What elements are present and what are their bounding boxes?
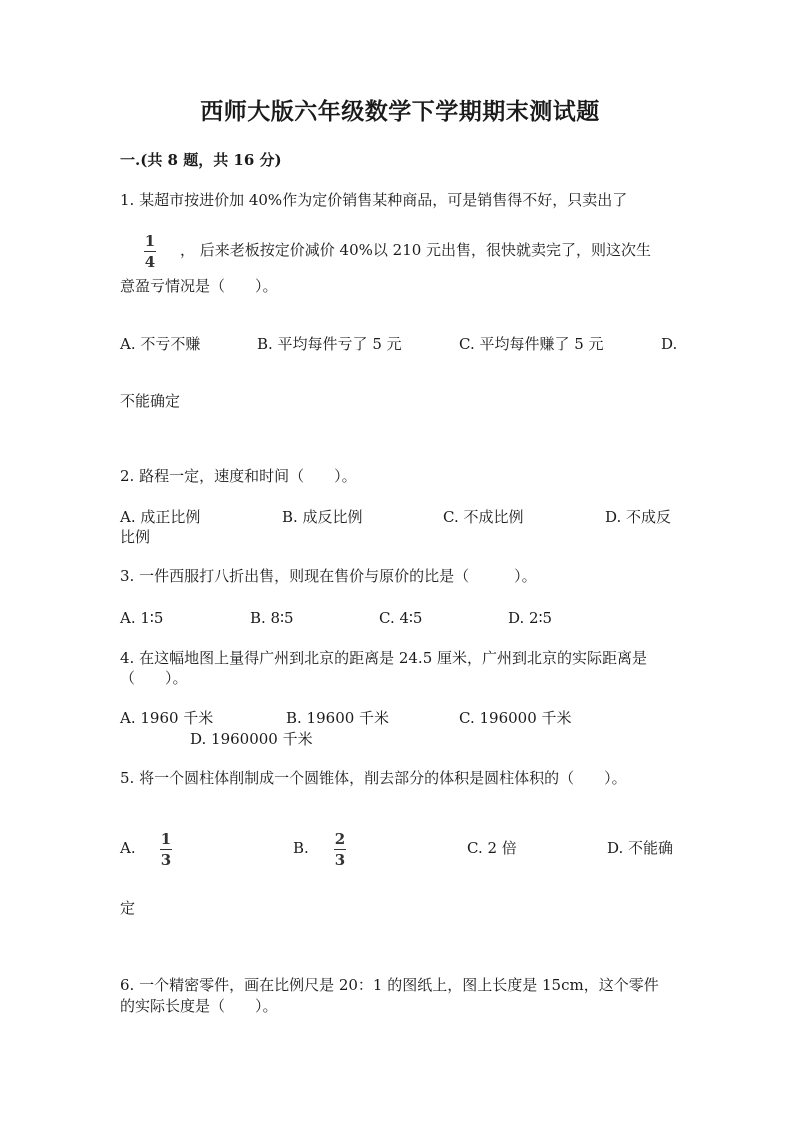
q1-stem-line1: 1. 某超市按进价加 40%作为定价销售某种商品，可是销售得不好，只卖出了 bbox=[120, 191, 628, 209]
q5-option-b-fraction[interactable] bbox=[334, 830, 346, 869]
q5-b-denominator: 3 bbox=[334, 851, 346, 869]
q1-stem-line3: 意盈亏情况是（ ）。 bbox=[120, 277, 278, 295]
q2-stem: 2. 路程一定，速度和时间（ ）。 bbox=[120, 467, 357, 485]
q5-stem: 5. 将一个圆柱体削制成一个圆锥体，削去部分的体积是圆柱体积的（ ）。 bbox=[120, 769, 627, 787]
q2-option-a[interactable]: A. 成正比例 bbox=[120, 508, 201, 526]
q4-stem-line2: （ ）。 bbox=[120, 669, 188, 687]
q5-option-d[interactable]: D. 不能确 bbox=[607, 839, 674, 857]
q1-fraction-numerator: 1 bbox=[144, 232, 156, 250]
q1-option-a[interactable]: A. 不亏不赚 bbox=[120, 335, 201, 353]
q4-stem-line1: 4. 在这幅地图上量得广州到北京的距离是 24.5 厘米，广州到北京的实际距离是 bbox=[120, 649, 648, 667]
q4-option-a[interactable]: A. 1960 千米 bbox=[120, 709, 214, 727]
q1-option-d[interactable]: D. bbox=[661, 335, 678, 353]
q5-a-numerator: 1 bbox=[160, 830, 172, 848]
q4-option-d[interactable]: D. 1960000 千米 bbox=[190, 730, 313, 748]
fraction-bar bbox=[144, 251, 156, 252]
q2-option-c[interactable]: C. 不成比例 bbox=[443, 508, 524, 526]
q5-b-numerator: 2 bbox=[334, 830, 346, 848]
q5-option-b-label[interactable]: B. bbox=[293, 839, 309, 857]
q3-option-b[interactable]: B. 8∶5 bbox=[250, 609, 294, 627]
q4-option-c[interactable]: C. 196000 千米 bbox=[459, 709, 572, 727]
q6-stem-line1: 6. 一个精密零件，画在比例尺是 20：1 的图纸上，图上长度是 15cm，这个零件 bbox=[120, 976, 659, 994]
page-title: 西师大版六年级数学下学期期末测试题 bbox=[200, 98, 600, 125]
q1-fraction bbox=[144, 232, 156, 271]
section-heading: 一.(共 8 题，共 16 分) bbox=[120, 151, 282, 169]
q4-option-b[interactable]: B. 19600 千米 bbox=[286, 709, 390, 727]
q2-option-d[interactable]: D. 不成反 bbox=[605, 508, 672, 526]
q2-option-b[interactable]: B. 成反比例 bbox=[282, 508, 363, 526]
q1-option-b[interactable]: B. 平均每件亏了 5 元 bbox=[257, 335, 402, 353]
q6-stem-line2: 的实际长度是（ ）。 bbox=[120, 997, 278, 1015]
fraction-bar bbox=[160, 849, 172, 850]
q1-fraction-denominator: 4 bbox=[144, 253, 156, 271]
q3-option-a[interactable]: A. 1∶5 bbox=[120, 609, 164, 627]
q1-stem-line2: ， 后来老板按定价减价 40%以 210 元出售，很快就卖完了，则这次生 bbox=[180, 241, 652, 259]
q3-stem: 3. 一件西服打八折出售，则现在售价与原价的比是（ ）。 bbox=[120, 567, 537, 585]
fraction-bar bbox=[334, 849, 346, 850]
q1-option-c[interactable]: C. 平均每件赚了 5 元 bbox=[459, 335, 604, 353]
q5-option-c[interactable]: C. 2 倍 bbox=[467, 839, 517, 857]
q2-option-d-cont: 比例 bbox=[120, 528, 151, 546]
q5-a-denominator: 3 bbox=[160, 851, 172, 869]
q5-option-a-fraction[interactable] bbox=[160, 830, 172, 869]
q1-option-d-cont: 不能确定 bbox=[120, 392, 181, 410]
q3-option-d[interactable]: D. 2∶5 bbox=[508, 609, 553, 627]
q5-option-a-label[interactable]: A. bbox=[120, 839, 136, 857]
q3-option-c[interactable]: C. 4∶5 bbox=[379, 609, 423, 627]
q5-option-d-cont: 定 bbox=[120, 899, 136, 917]
